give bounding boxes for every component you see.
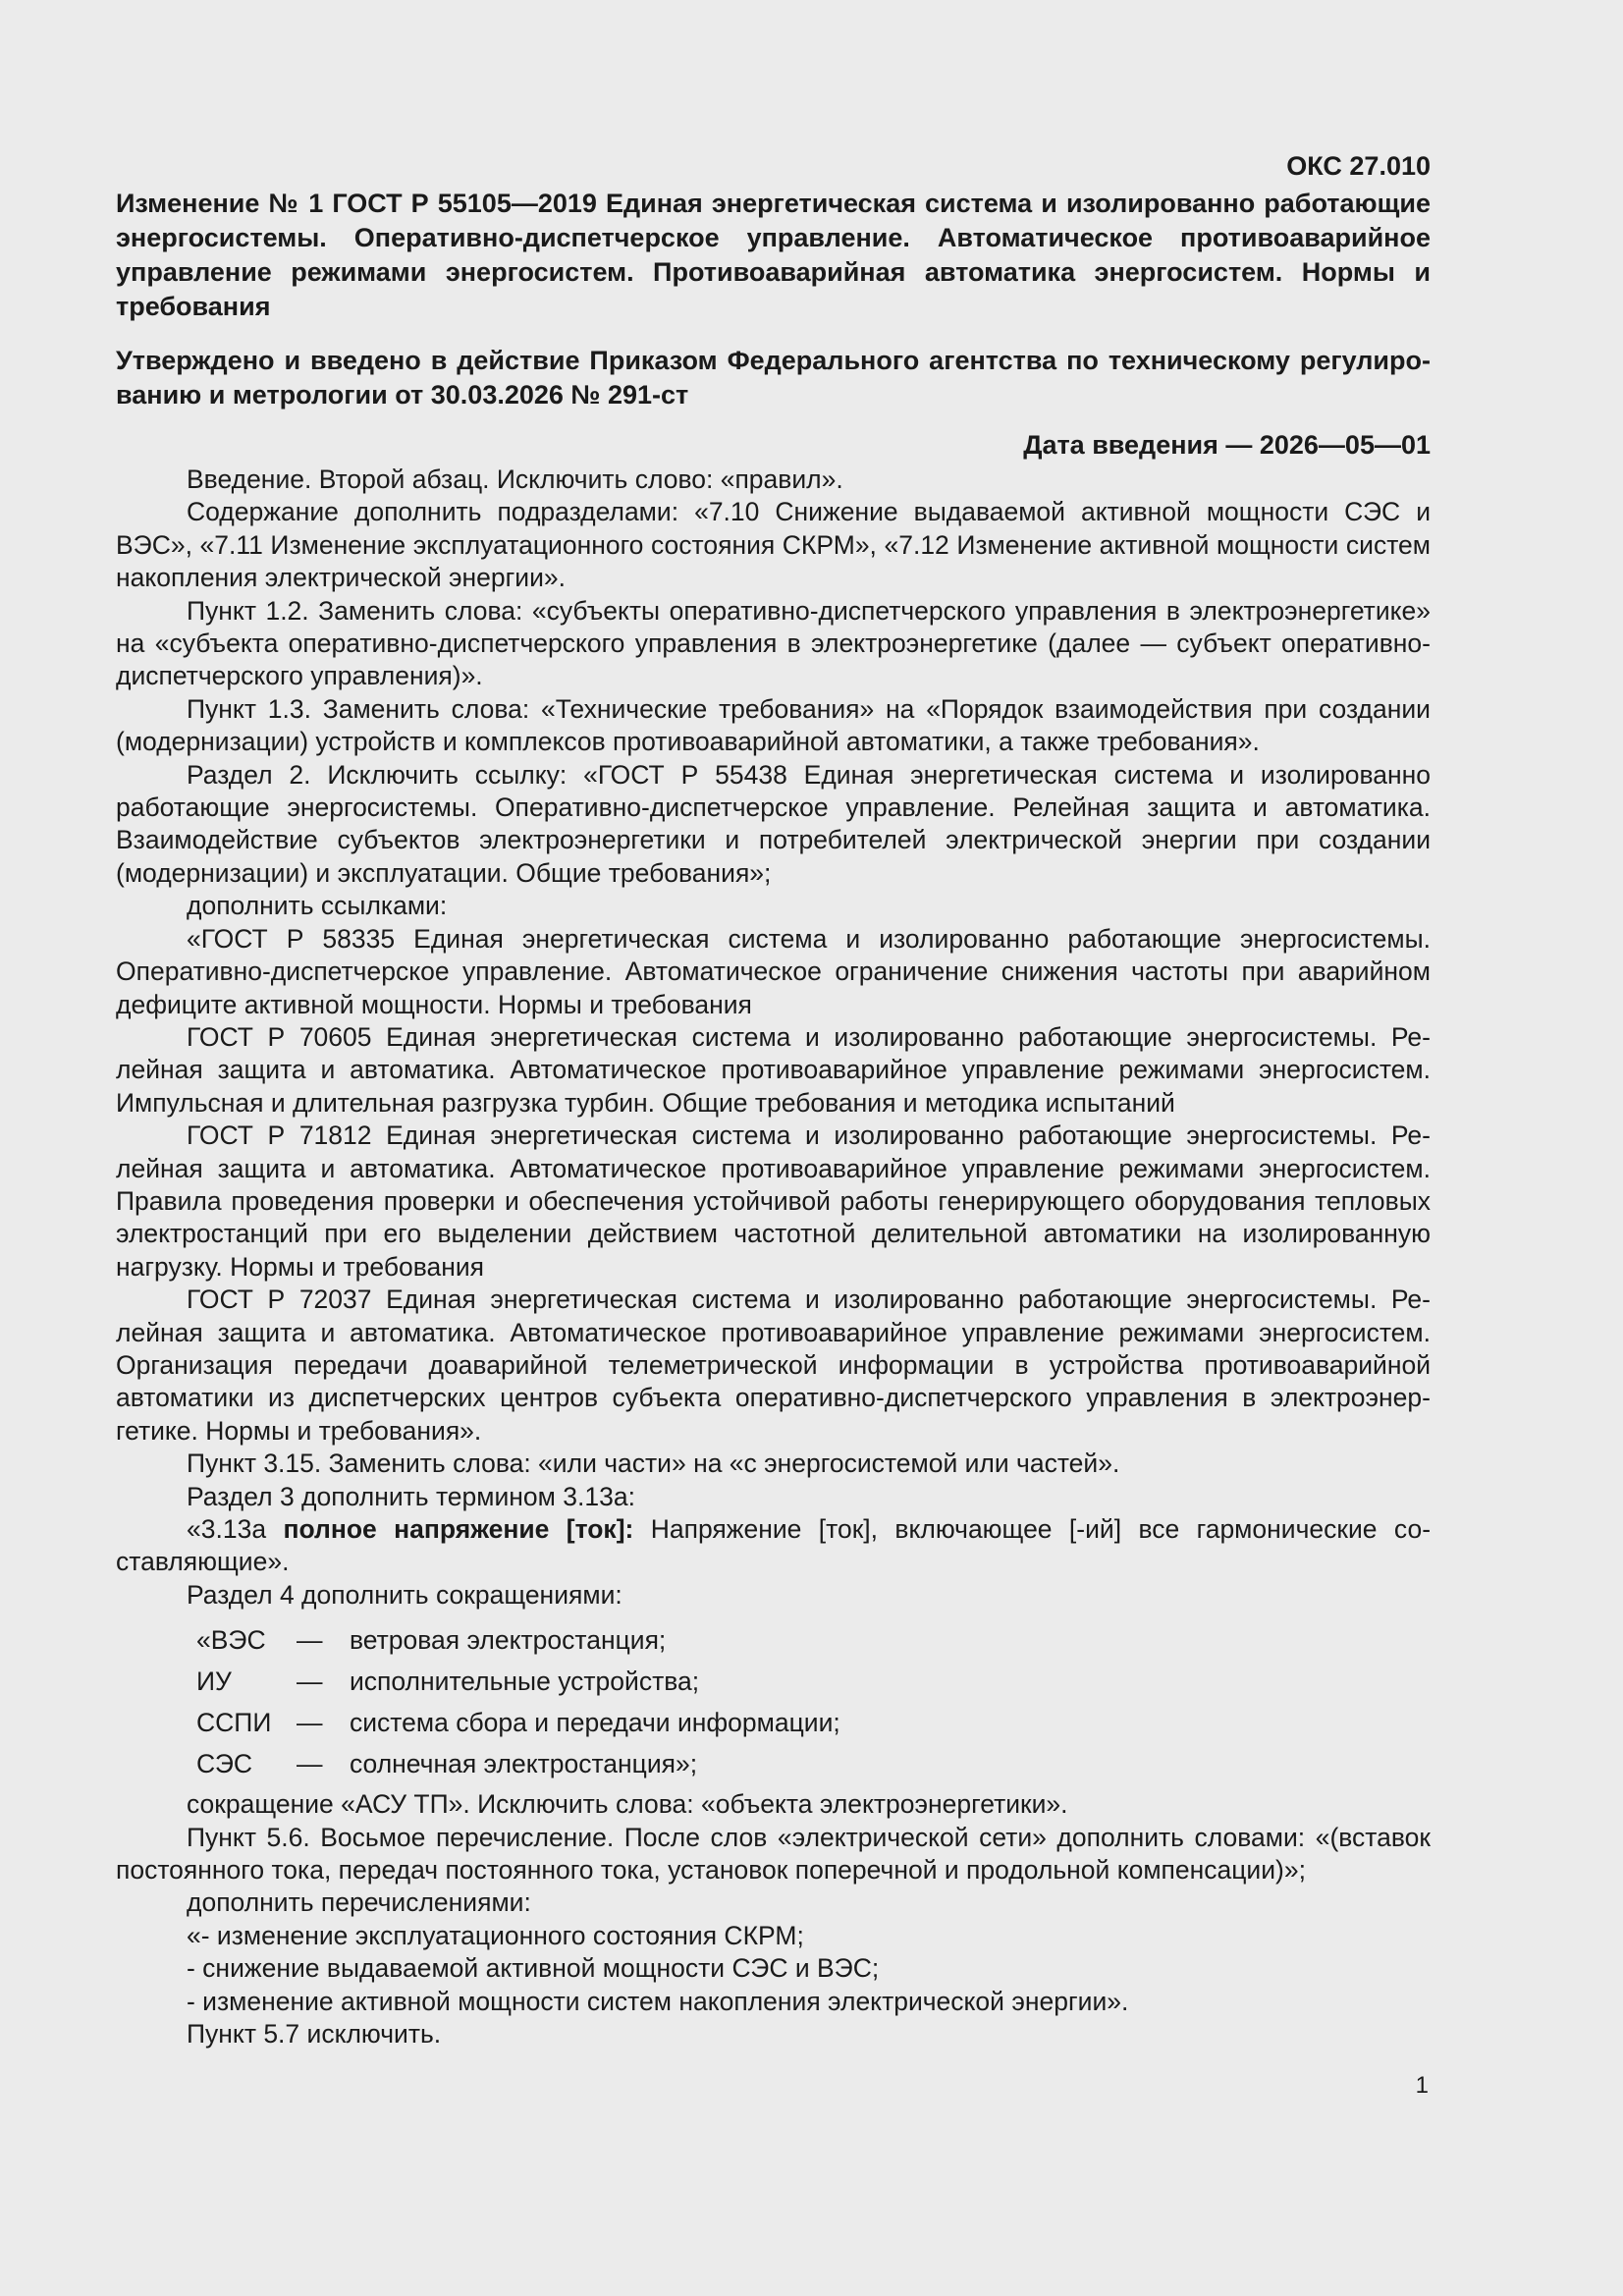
paragraph: ГОСТ Р 71812 Единая энергетическая система и изолированно работающие энергосистемы. Релейная защита и автоматика. Автоматическое противоаварийное управление режимами энергосистем. Правила проведения проверки и обеспечения устойчивой работы генерирующего оборудования тепловых электростанций при его выделении действием частотной делительной автоматики на изолированную нагрузку. Нормы и требования	[116, 1121, 1431, 1282]
paragraph: Содержание дополнить подразделами: «7.10 Снижение выдаваемой активной мощности СЭС и ВЭС», «7.11 Изменение эксплуатационного состояния СКРМ», «7.12 Изменение активной мощности систем накопления электрической энергии».	[116, 497, 1431, 593]
paragraph: «ГОСТ Р 58335 Единая энергетическая система и изолированно работающие энергосистемы. Оперативно-диспетчерское управление. Автоматическое ограничение снижения частоты при аварийном дефиците активной мощности. Нормы и требования	[116, 923, 1431, 1019]
amendment-body	[116, 464, 1431, 2050]
abbreviation-term: ССПИ	[196, 1708, 272, 1738]
abbreviation-row	[196, 1702, 840, 1743]
term-definition: Напряжение [ток], включающее [-ий] все гармонические составляющие».	[116, 1514, 1432, 1577]
paragraph: Пункт 5.6. Восьмое перечисление. После слов «электрической сети» дополнить словами: «(вставок постоянного тока, передач постоянного тока, установок поперечной и продольной компенсации)»;	[116, 1822, 1431, 1886]
abbreviation-row	[196, 1661, 840, 1702]
abbreviation-dash: —	[297, 1667, 323, 1697]
paragraph: Пункт 3.15. Заменить слова: «или части» на «с энергосистемой или частей».	[187, 1449, 1120, 1479]
term-name: полное напряжение [ток]:	[283, 1514, 634, 1544]
term-definition-paragraph	[116, 1513, 1431, 1579]
page-number: 1	[1415, 2072, 1429, 2099]
abbreviation-meaning: солнечная электростанция»;	[350, 1749, 698, 1779]
paragraph: сокращение «АСУ ТП». Исключить слова: «объекта электроэнергетики».	[187, 1789, 1068, 1820]
abbreviation-term: ИУ	[196, 1667, 232, 1697]
paragraph: Пункт 5.7 исключить.	[187, 2019, 442, 2050]
abbreviation-meaning: ветровая электростанция;	[350, 1625, 667, 1656]
introduction-date: Дата введения — 2026—05—01	[1023, 430, 1431, 460]
abbreviation-dash: —	[297, 1749, 323, 1779]
list-item: - изменение активной мощности систем накопления электрической энергии».	[187, 1986, 1129, 2016]
abbreviation-row	[196, 1743, 840, 1784]
paragraph: Пункт 1.3. Заменить слова: «Технические требования» на «Порядок взаимодействия при создании (модернизации) устройств и комплексов противоаварийной автоматики, а также требования».	[116, 693, 1431, 757]
paragraph: Раздел 2. Исключить ссылку: «ГОСТ Р 55438 Единая энергетическая система и изолированно работающие энергосистемы. Оперативно-диспетчерское управление. Релейная защита и автоматика. Взаимодействие субъектов электроэнергетики и потребителей электрической энергии при создании (модернизации) и эксплуатации. Общие требования»;	[116, 759, 1431, 888]
paragraph: дополнить ссылками:	[187, 891, 448, 921]
paragraph: Раздел 4 дополнить сокращениями:	[187, 1579, 622, 1610]
abbreviation-meaning: исполнительные устройства;	[350, 1667, 700, 1697]
paragraph: дополнить перечислениями:	[187, 1887, 531, 1918]
abbreviations-list	[196, 1619, 840, 1784]
abbreviation-meaning: система сбора и передачи информации;	[350, 1708, 840, 1738]
approval-statement: Утверждено и введено в действие Приказом Федерального агентства по техническому регулированию и метрологии от 30.03.2026 № 291-ст	[116, 346, 1431, 410]
paragraph: Раздел 3 дополнить термином 3.13а:	[187, 1481, 635, 1511]
abbreviation-row	[196, 1619, 840, 1661]
amendment-title: Изменение № 1 ГОСТ Р 55105—2019 Единая энергетическая система и изолированно работающие энергосистемы. Оперативно-диспетчерское управление. Автоматическое противоаварийное управление режимами энергосистем. Противоаварийная автоматика энергосистем. Нормы и требования	[116, 189, 1431, 321]
term-number: «3.13а	[187, 1514, 284, 1544]
paragraph: ГОСТ Р 72037 Единая энергетическая система и изолированно работающие энергосистемы. Релейная защита и автоматика. Автоматическое противоаварийное управление режимами энергосистем. Организация передачи доаварийной телеметрической информации в устройства противоаварийной автоматики из диспетчерских центров субъекта оперативно-диспетчерского управления в электроэнергетике. Нормы и требования».	[116, 1285, 1431, 1446]
abbreviation-term: СЭС	[196, 1749, 253, 1779]
oks-code: ОКС 27.010	[1286, 151, 1431, 181]
abbreviation-dash: —	[297, 1708, 323, 1738]
list-item: - снижение выдаваемой активной мощности СЭС и ВЭС;	[187, 1953, 880, 1984]
abbreviation-term: «ВЭС	[196, 1625, 266, 1656]
paragraph: Пункт 1.2. Заменить слова: «субъекты оперативно-диспетчерского управления в электроэнергетике» на «субъекта оперативно-диспетчерского управления в электроэнергетике (далее — субъект оперативно-диспетчерского управления)».	[116, 595, 1431, 691]
list-item: «- изменение эксплуатационного состояния СКРМ;	[187, 1920, 804, 1950]
paragraph: Введение. Второй абзац. Исключить слово: «правил».	[187, 465, 843, 494]
abbreviation-dash: —	[297, 1625, 323, 1656]
paragraph: ГОСТ Р 70605 Единая энергетическая система и изолированно работающие энергосистемы. Релейная защита и автоматика. Автоматическое противоаварийное управление режимами энергосистем. Импульсная и длительная разгрузка турбин. Общие требования и методика испытаний	[116, 1021, 1431, 1118]
